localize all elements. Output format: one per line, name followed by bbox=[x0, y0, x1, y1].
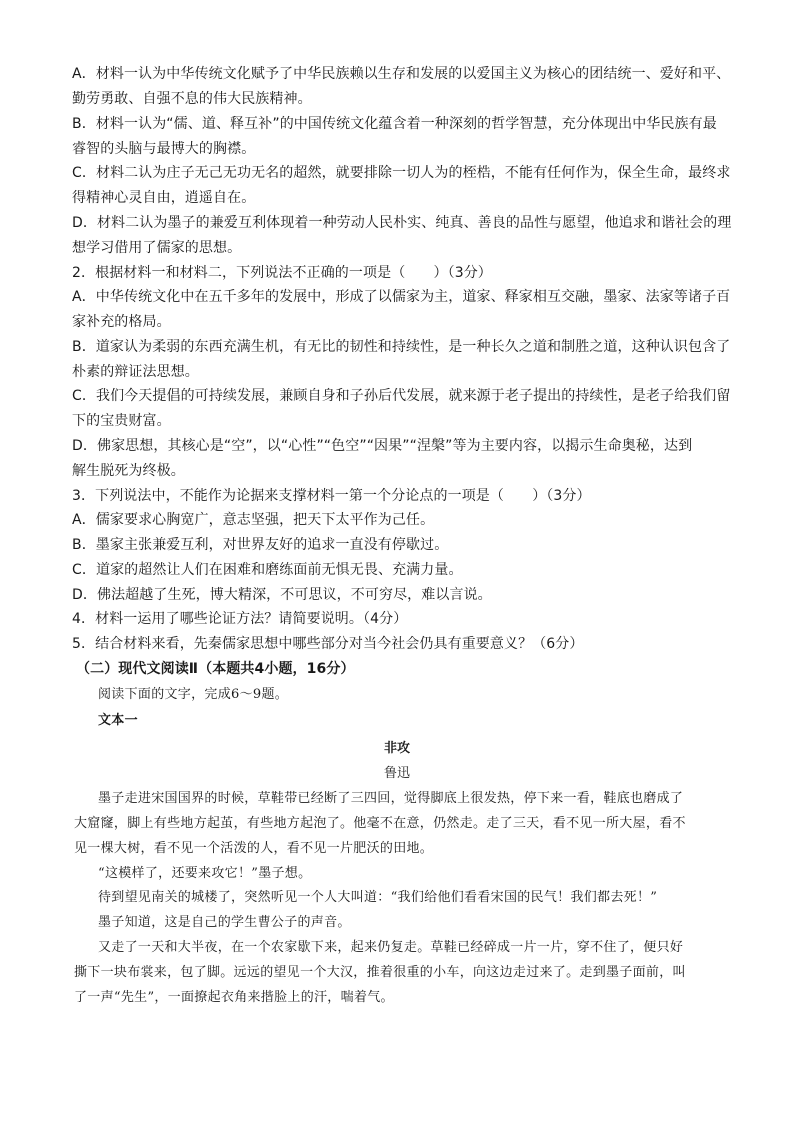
q1-option-a-line2: 勤劳勇敢、自强不息的伟大民族精神。 bbox=[72, 91, 312, 107]
q2-option-c-line2: 下的宝贵财富。 bbox=[72, 413, 171, 429]
text-label: 文本一 bbox=[98, 713, 138, 728]
q3-option-a: A．儒家要求心胸宽广，意志坚强，把天下太平作为己任。 bbox=[72, 512, 435, 528]
paragraph-line: 墨子走进宋国国界的时候，草鞋带已经断了三四回，觉得脚底上很发热，停下来一看，鞋底也磨成了 bbox=[98, 791, 684, 806]
q1-option-a-line1: A．材料一认为中华传统文化赋予了中华民族赖以生存和发展的以爱国主义为核心的团结统一、爱好和平、 bbox=[72, 66, 731, 82]
q2-option-a-line1: A．中华传统文化中在五千多年的发展中，形成了以儒家为主，道家、释家相互交融，墨家、法家等诸子百 bbox=[72, 289, 731, 305]
q4-stem: 4．材料一运用了哪些论证方法？请简要说明。（4分） bbox=[72, 611, 408, 627]
q2-option-a-line2: 家补充的格局。 bbox=[72, 314, 171, 330]
q2-option-d-line1: D．佛家思想，其核心是“空”，以“心性”“色空”“因果”“涅槃”等为主要内容，以揭示生命奥秘，达到 bbox=[72, 438, 693, 454]
article-title: 非攻 bbox=[383, 741, 410, 756]
q5-stem: 5．结合材料来看，先秦儒家思想中哪些部分对当今社会仍具有重要意义？（6分） bbox=[72, 636, 584, 652]
q2-option-c-line1: C．我们今天提倡的可持续发展，兼顾自身和子孙后代发展，就来源于老子提出的持续性，是老子给我们留 bbox=[72, 388, 731, 404]
paragraph-line: 见一棵大树，看不见一个活泼的人，看不见一片肥沃的田地。 bbox=[74, 841, 434, 856]
q3-option-d: D．佛法超越了生死，博大精深，不可思议，不可穷尽，难以言说。 bbox=[72, 587, 492, 603]
q3-stem: 3．下列说法中，不能作为论据来支撑材料一第一个分论点的一项是（ ）（3分） bbox=[72, 488, 591, 504]
q1-option-d-line2: 想学习借用了儒家的思想。 bbox=[72, 240, 242, 256]
paragraph-line: 又走了一天和大半夜，在一个农家歇下来，起来仍复走。草鞋已经碎成一片一片，穿不住了，便只好 bbox=[98, 940, 684, 955]
article-author: 鲁迅 bbox=[383, 766, 410, 781]
q1-option-d-line1: D．材料二认为墨子的兼爱互利体现着一种劳动人民朴实、纯真、善良的品性与愿望，他追求和谐社会的理 bbox=[72, 215, 732, 231]
q3-option-c: C．道家的超然让人们在困难和磨练面前无惧无畏、充满力量。 bbox=[72, 562, 463, 578]
paragraph-line: 待到望见南关的城楼了，突然听见一个人大叫道：“我们给他们看看宋国的民气！我们都去死！” bbox=[98, 890, 658, 905]
q3-option-b: B．墨家主张兼爱互利，对世界友好的追求一直没有停歇过。 bbox=[72, 537, 449, 553]
paragraph-line: 墨子知道，这是自己的学生曹公子的声音。 bbox=[98, 915, 351, 930]
q1-option-b-line2: 睿智的头脑与最博大的胸襟。 bbox=[72, 141, 256, 157]
paragraph-line: 大窟窿，脚上有些地方起茧，有些地方起泡了。他毫不在意，仍然走。走了三天，看不见一所大屋，看不 bbox=[74, 816, 686, 831]
paragraph-line: 了一声“先生”，一面撩起衣角来揩脸上的汗，喘着气。 bbox=[74, 990, 394, 1005]
q1-option-b-line1: B．材料一认为“儒、道、释互补”的中国传统文化蕴含着一种深刻的哲学智慧，充分体现出中华民族有最 bbox=[72, 116, 717, 132]
section-heading: （二）现代文阅读Ⅱ（本题共4小题，16分） bbox=[76, 661, 355, 677]
q2-option-b-line1: B．道家认为柔弱的东西充满生机，有无比的韧性和持续性，是一种长久之道和制胜之道，这种认识包含了 bbox=[72, 339, 731, 355]
q2-option-d-line2: 解生脱死为终极。 bbox=[72, 463, 185, 479]
paragraph-line: “这模样了，还要来攻它！”墨子想。 bbox=[98, 866, 312, 881]
q1-option-c-line2: 得精神心灵自由，逍遥自在。 bbox=[72, 190, 256, 206]
paragraph-line: 撕下一块布裳来，包了脚。远远的望见一个大汉，推着很重的小车，向这边走过来了。走到墨子面前，叫 bbox=[74, 965, 686, 980]
reading-instruction: 阅读下面的文字，完成6～9题。 bbox=[98, 687, 289, 702]
q1-option-c-line1: C．材料二认为庄子无己无功无名的超然，就要排除一切人为的桎梏，不能有任何作为，保全生命，最终求 bbox=[72, 165, 731, 181]
q2-option-b-line2: 朴素的辩证法思想。 bbox=[72, 364, 199, 380]
q2-stem: 2．根据材料一和材料二，下列说法不正确的一项是（ ）（3分） bbox=[72, 265, 492, 281]
